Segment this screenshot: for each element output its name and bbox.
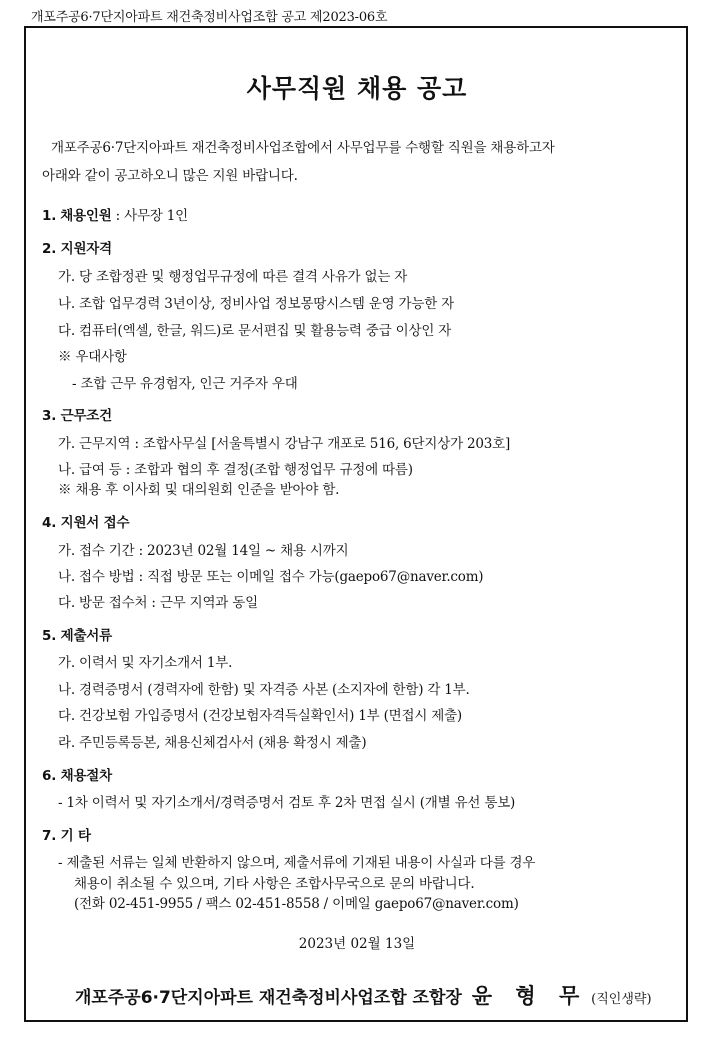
application-item: 다. 방문 접수처 : 근무 지역과 동일: [58, 595, 258, 611]
other-line-1: - 제출된 서류는 일체 반환하지 않으며, 제출서류에 기재된 내용이 사실과 다를 경우: [58, 855, 536, 871]
qualification-item: 가. 당 조합정관 및 행정업무규정에 따른 결격 사유가 없는 자: [58, 269, 408, 285]
section-qualifications-heading: 2. 지원자격: [42, 241, 112, 257]
condition-item: 나. 급여 등 : 조합과 협의 후 결정(조합 행정업무 규정에 따름): [58, 462, 413, 478]
signature-name: 윤 형 무: [471, 984, 588, 1008]
section-conditions-heading: 3. 근무조건: [42, 408, 112, 424]
other-line-3: (전화 02-451-9955 / 팩스 02-451-8558 / 이메일 gaepo67@naver.com): [74, 896, 519, 912]
qualification-item: 나. 조합 업무경력 3년이상, 정비사업 정보몽땅시스템 운영 가능한 자: [58, 296, 455, 312]
other-line-2: 채용이 취소될 수 있으며, 기타 사항은 조합사무국으로 문의 바랍니다.: [74, 876, 475, 892]
preference-title: ※ 우대사항: [58, 349, 127, 365]
intro-line-2: 아래와 같이 공고하오니 많은 지원 바랍니다.: [42, 168, 298, 184]
page-title: 사무직원 채용 공고: [246, 74, 468, 103]
procedure-item: - 1차 이력서 및 자기소개서/경력증명서 검토 후 2차 면접 실시 (개별 유선 통보): [58, 795, 516, 811]
document-item: 나. 경력증명서 (경력자에 한함) 및 자격증 사본 (소지자에 한함) 각 1부.: [58, 682, 470, 698]
section-documents-heading: 5. 제출서류: [42, 628, 112, 644]
section-recruitment-heading: 채용인원: [60, 208, 112, 224]
section-application-heading: 4. 지원서 접수: [42, 515, 130, 531]
section-recruitment-value: : 사무장 1인: [111, 208, 188, 224]
section-other-heading: 7. 기 타: [42, 828, 91, 844]
condition-item: 가. 근무지역 : 조합사무실 [서울특별시 강남구 개포로 516, 6단지상가 203호]: [58, 436, 511, 452]
condition-note: ※ 채용 후 이사회 및 대의원회 인준을 받아야 함.: [58, 482, 340, 498]
notice-number: 개포주공6·7단지아파트 재건축정비사업조합 공고 제2023-06호: [31, 10, 388, 25]
application-item: 가. 접수 기간 : 2023년 02월 14일 ~ 채용 시까지: [58, 543, 349, 559]
document-item: 다. 건강보험 가입증명서 (건강보험자격득실확인서) 1부 (면접시 제출): [58, 708, 463, 724]
application-item: 나. 접수 방법 : 직접 방문 또는 이메일 접수 가능(gaepo67@naver.com): [58, 569, 484, 585]
section-recruitment: [42, 204, 188, 224]
section-procedure-heading: 6. 채용절차: [42, 768, 112, 784]
seal-note: (직인생략): [591, 992, 652, 1007]
intro-line-1: 개포주공6·7단지아파트 재건축정비사업조합에서 사무업무를 수행할 직원을 채용하고자: [51, 140, 555, 156]
signature-organization: 개포주공6·7단지아파트 재건축정비사업조합 조합장: [75, 988, 462, 1008]
document-item: 가. 이력서 및 자기소개서 1부.: [58, 655, 233, 671]
section-recruitment-number: 1.: [42, 208, 57, 224]
qualification-item: 다. 컴퓨터(엑셀, 한글, 워드)로 문서편집 및 활용능력 중급 이상인 자: [58, 323, 452, 339]
preference-item: - 조합 근무 유경험자, 인근 거주자 우대: [72, 376, 298, 392]
notice-date: 2023년 02월 13일: [298, 936, 416, 952]
document-item: 라. 주민등록등본, 채용신체검사서 (채용 확정시 제출): [58, 735, 367, 751]
signature-block: [75, 980, 652, 1010]
